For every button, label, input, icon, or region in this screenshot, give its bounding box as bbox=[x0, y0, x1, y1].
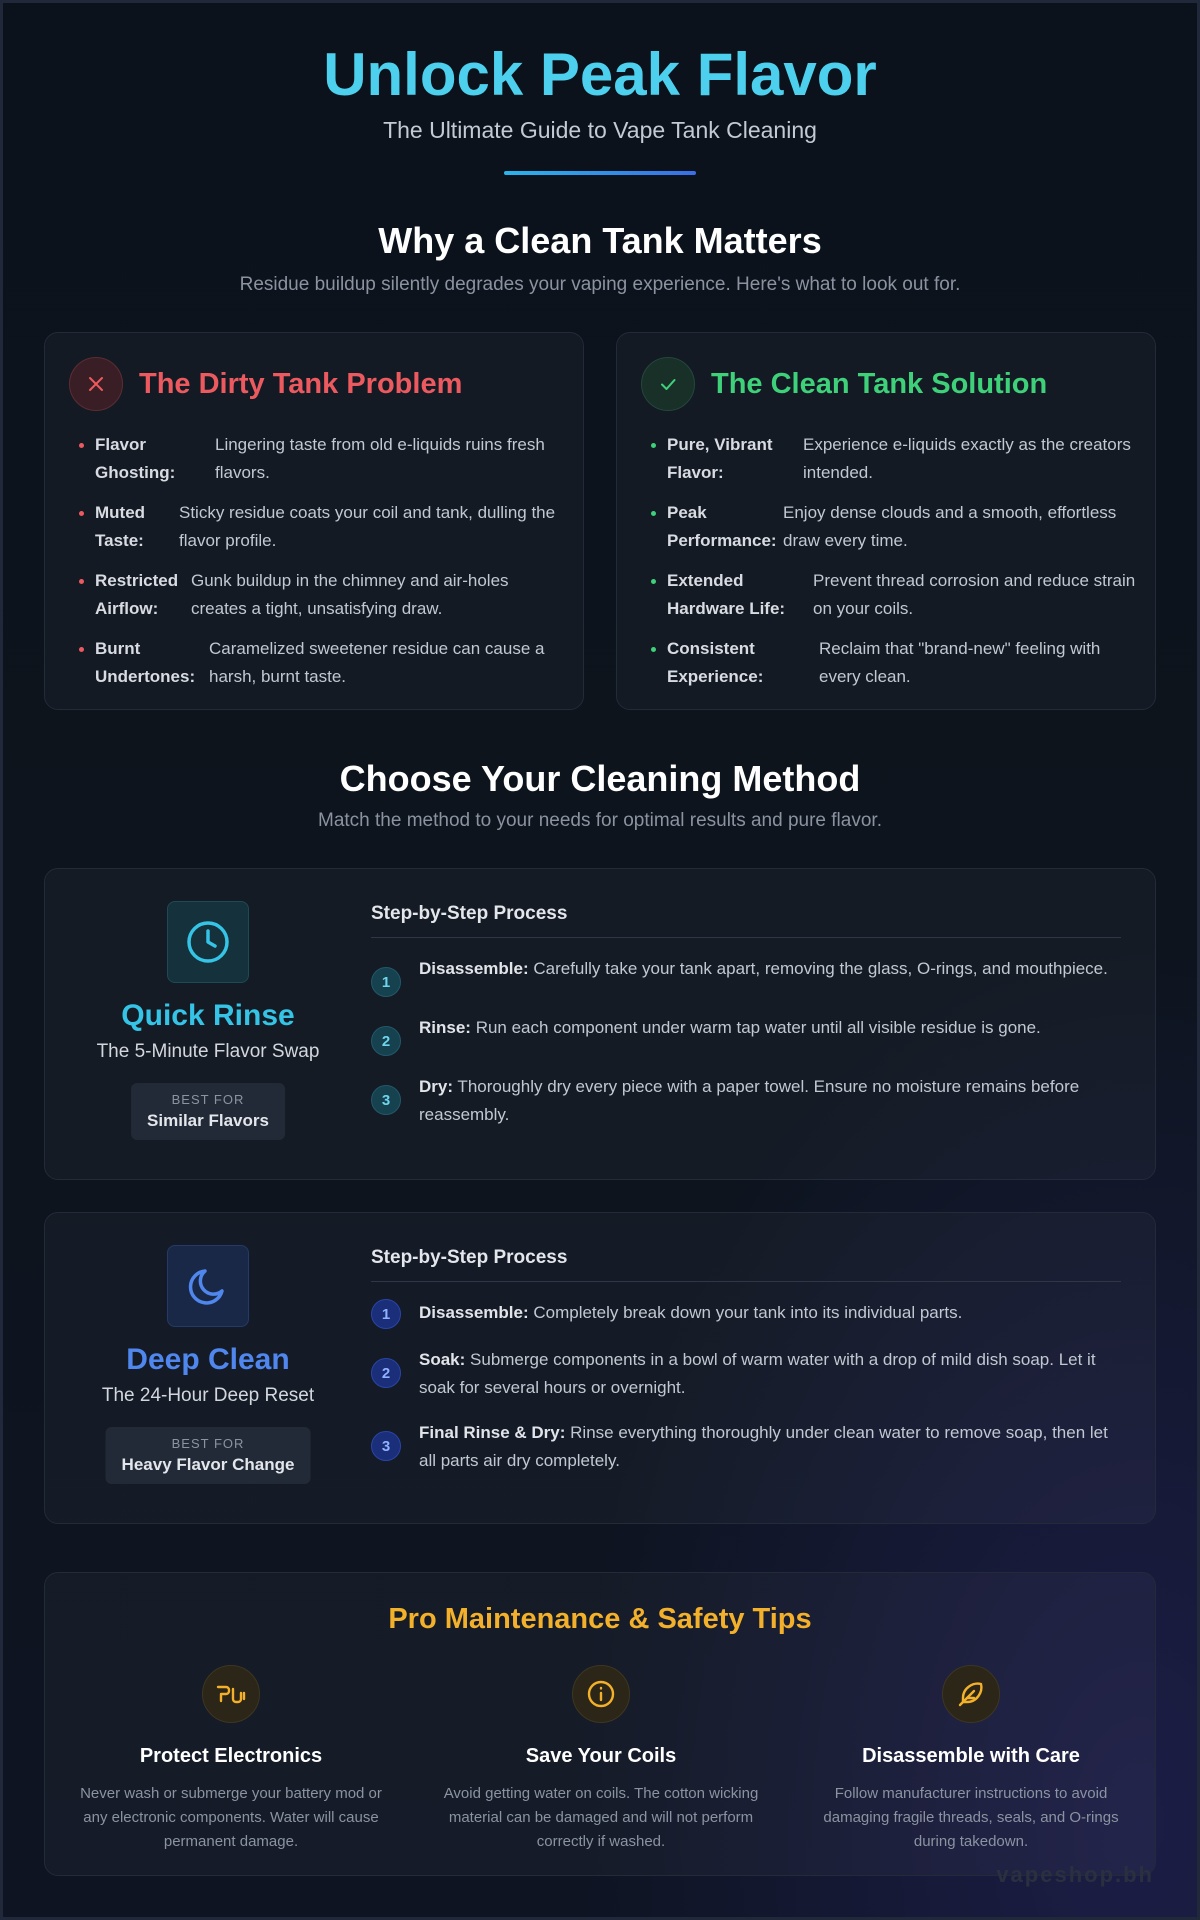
list-item bbox=[649, 635, 1139, 691]
list-item-term: Pure, Vibrant Flavor: bbox=[667, 435, 773, 482]
step-text bbox=[419, 1073, 1121, 1129]
list-item-term: Peak Performance: bbox=[667, 503, 777, 550]
step-item bbox=[371, 1346, 1121, 1402]
step-body: Carefully take your tank apart, removing the glass, O-rings, and mouthpiece. bbox=[528, 959, 1108, 978]
deep-clean-card bbox=[44, 1212, 1156, 1524]
list-item bbox=[77, 499, 567, 555]
deep-clean-summary bbox=[45, 1213, 371, 1523]
step-body: Thoroughly dry every piece with a paper towel. Ensure no moisture remains before reassembly. bbox=[419, 1077, 1080, 1124]
step-number: 1 bbox=[371, 967, 401, 997]
methods-section-subtitle: Match the method to your needs for optimal results and pure flavor. bbox=[318, 810, 882, 831]
solution-list bbox=[649, 431, 1139, 703]
hero-title: Unlock Peak Flavor bbox=[323, 41, 877, 108]
process-title: Step-by-Step Process bbox=[371, 903, 1121, 938]
list-item-term: Extended Hardware Life: bbox=[667, 571, 786, 618]
process-steps bbox=[371, 1299, 1121, 1492]
check-icon bbox=[641, 357, 695, 411]
step-number: 2 bbox=[371, 1358, 401, 1388]
list-item-desc: Prevent thread corrosion and reduce strain on your coils. bbox=[813, 571, 1136, 618]
step-body: Completely break down your tank into its individual parts. bbox=[528, 1303, 963, 1322]
process-steps bbox=[371, 955, 1121, 1146]
quick-rinse-card bbox=[44, 868, 1156, 1180]
list-item-desc: Gunk buildup in the chimney and air-holes creates a tight, unsatisfying draw. bbox=[191, 571, 509, 618]
problem-card-header bbox=[69, 357, 462, 411]
step-text bbox=[419, 955, 1108, 997]
tip-disassemble-care bbox=[801, 1665, 1141, 1854]
why-section-title: Why a Clean Tank Matters bbox=[378, 220, 822, 261]
list-item-desc: Reclaim that "brand-new" feeling with every clean. bbox=[819, 639, 1101, 686]
clock-icon bbox=[167, 901, 249, 983]
step-item bbox=[371, 1014, 1121, 1056]
solution-card-title: The Clean Tank Solution bbox=[711, 367, 1048, 400]
step-heading: Final Rinse & Dry: bbox=[419, 1423, 566, 1442]
step-body: Submerge components in a bowl of warm water with a drop of mild dish soap. Let it soak for several hours or overnight. bbox=[419, 1350, 1096, 1397]
step-text bbox=[419, 1346, 1121, 1402]
tip-protect-electronics bbox=[61, 1665, 401, 1854]
list-item-term: Burnt Undertones: bbox=[95, 639, 196, 686]
list-item-term: Restricted Airflow: bbox=[95, 571, 179, 618]
tip-description: Never wash or submerge your battery mod or any electronic components. Water will cause permanent damage. bbox=[80, 1785, 382, 1850]
list-item bbox=[77, 567, 567, 623]
step-text bbox=[419, 1014, 1041, 1056]
method-name: Quick Rinse bbox=[121, 999, 295, 1032]
x-icon bbox=[69, 357, 123, 411]
problem-card bbox=[44, 332, 584, 710]
methods-section-title: Choose Your Cleaning Method bbox=[339, 758, 861, 799]
tip-description: Avoid getting water on coils. The cotton wicking material can be damaged and will not perform correctly if washed. bbox=[443, 1785, 759, 1850]
solution-card bbox=[616, 332, 1156, 710]
list-item bbox=[649, 431, 1139, 487]
step-heading: Rinse: bbox=[419, 1018, 471, 1037]
best-for-label: BEST FOR bbox=[171, 1092, 245, 1107]
hero-divider bbox=[504, 171, 696, 175]
list-item-desc: Enjoy dense clouds and a smooth, effortless draw every time. bbox=[783, 503, 1117, 550]
step-item bbox=[371, 1299, 1121, 1329]
list-item bbox=[649, 567, 1139, 623]
tip-title: Protect Electronics bbox=[139, 1745, 323, 1767]
watermark: vapeshop.bh bbox=[996, 1862, 1154, 1887]
list-item-desc: Sticky residue coats your coil and tank, dulling the flavor profile. bbox=[179, 503, 556, 550]
tips-card bbox=[44, 1572, 1156, 1876]
step-text bbox=[419, 1419, 1121, 1475]
step-heading: Dry: bbox=[419, 1077, 454, 1096]
method-tagline: The 24-Hour Deep Reset bbox=[101, 1385, 315, 1406]
best-for-badge bbox=[106, 1427, 311, 1484]
tip-save-coils bbox=[431, 1665, 771, 1854]
hero-subtitle: The Ultimate Guide to Vape Tank Cleaning bbox=[383, 117, 817, 143]
step-number: 1 bbox=[371, 1299, 401, 1329]
step-heading: Disassemble: bbox=[419, 959, 529, 978]
step-body: Run each component under warm tap water until all visible residue is gone. bbox=[470, 1018, 1041, 1037]
list-item bbox=[649, 499, 1139, 555]
step-body: Rinse everything thoroughly under clean water to remove soap, then let all parts air dry completely. bbox=[419, 1423, 1108, 1470]
list-item-term: Muted Taste: bbox=[95, 503, 146, 550]
problem-card-title: The Dirty Tank Problem bbox=[139, 367, 463, 400]
best-for-value: Heavy Flavor Change bbox=[121, 1455, 295, 1474]
list-item-term: Consistent Experience: bbox=[667, 639, 764, 686]
best-for-badge bbox=[131, 1083, 285, 1140]
feather-icon bbox=[942, 1665, 1000, 1723]
problem-list bbox=[77, 431, 567, 703]
step-heading: Soak: bbox=[419, 1350, 466, 1369]
battery-plug-icon bbox=[202, 1665, 260, 1723]
step-item bbox=[371, 1419, 1121, 1475]
tip-description: Follow manufacturer instructions to avoid damaging fragile threads, seals, and O-rings during takedown. bbox=[823, 1785, 1119, 1850]
process-title: Step-by-Step Process bbox=[371, 1247, 1121, 1282]
step-number: 3 bbox=[371, 1431, 401, 1461]
step-item bbox=[371, 1073, 1121, 1129]
step-heading: Disassemble: bbox=[419, 1303, 529, 1322]
why-section-subtitle: Residue buildup silently degrades your vaping experience. Here's what to look out for. bbox=[239, 274, 961, 295]
method-tagline: The 5-Minute Flavor Swap bbox=[96, 1041, 320, 1062]
tip-title: Disassemble with Care bbox=[862, 1745, 1080, 1767]
list-item-desc: Lingering taste from old e-liquids ruins fresh flavors. bbox=[215, 435, 545, 482]
list-item-desc: Caramelized sweetener residue can cause a harsh, burnt taste. bbox=[209, 639, 545, 686]
tip-title: Save Your Coils bbox=[525, 1745, 677, 1767]
list-item-desc: Experience e-liquids exactly as the creators intended. bbox=[803, 435, 1131, 482]
quick-rinse-summary bbox=[45, 869, 371, 1179]
info-icon bbox=[572, 1665, 630, 1723]
list-item bbox=[77, 431, 567, 487]
method-name: Deep Clean bbox=[126, 1343, 290, 1376]
list-item-term: Flavor Ghosting: bbox=[95, 435, 176, 482]
best-for-value: Similar Flavors bbox=[147, 1111, 269, 1130]
best-for-label: BEST FOR bbox=[171, 1436, 245, 1451]
step-text bbox=[419, 1299, 962, 1329]
moon-icon bbox=[167, 1245, 249, 1327]
solution-card-header bbox=[641, 357, 1047, 411]
step-item bbox=[371, 955, 1121, 997]
list-item bbox=[77, 635, 567, 691]
step-number: 2 bbox=[371, 1026, 401, 1056]
step-number: 3 bbox=[371, 1085, 401, 1115]
tips-title: Pro Maintenance & Safety Tips bbox=[388, 1603, 812, 1635]
